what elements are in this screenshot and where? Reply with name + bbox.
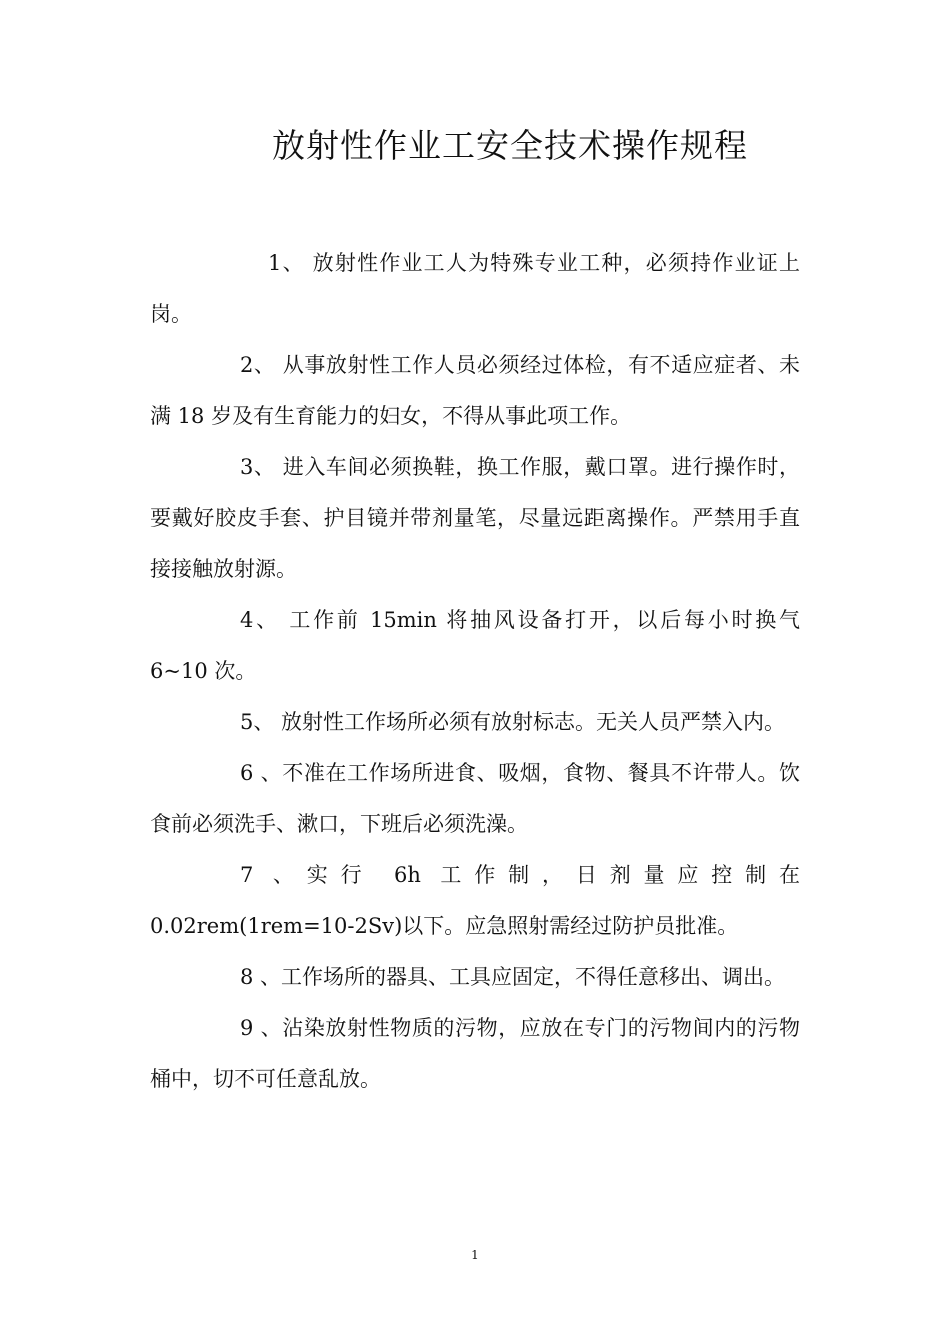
page-title: 放射性作业工安全技术操作规程: [272, 126, 748, 165]
document-body: [150, 238, 800, 1105]
rule-paragraph-1: 1、 放射性作业工人为特殊专业工种，必须持作业证上岗。: [150, 251, 800, 326]
rule-paragraph-7: 7 、实行 6h 工作制，日剂量应控制在 0.02rem(1rem=10-2Sv)以下。应急照射需经过防护员批准。: [150, 863, 800, 938]
rule-paragraph-6: 6 、不准在工作场所进食、吸烟，食物、餐具不许带人。饮食前必须洗手、漱口，下班后必须洗澡。: [150, 761, 800, 836]
rule-paragraph-9: 9 、沾染放射性物质的污物，应放在专门的污物间内的污物桶中，切不可任意乱放。: [150, 1016, 800, 1091]
rule-paragraph-4: 4、 工作前 15min 将抽风设备打开，以后每小时换气 6~10 次。: [150, 608, 800, 683]
rule-paragraph-8: 8 、工作场所的器具、工具应固定，不得任意移出、调出。: [240, 965, 786, 989]
rule-paragraph-2: 2、 从事放射性工作人员必须经过体检，有不适应症者、未满 18 岁及有生育能力的妇女，不得从事此项工作。: [150, 353, 800, 428]
page-number: 1: [471, 1248, 479, 1262]
rule-paragraph-3: 3、 进入车间必须换鞋，换工作服，戴口罩。进行操作时，要戴好胶皮手套、护目镜并带剂量笔，尽量远距离操作。严禁用手直接接触放射源。: [150, 455, 800, 581]
rule-paragraph-5: 5、 放射性工作场所必须有放射标志。无关人员严禁入内。: [240, 710, 786, 734]
